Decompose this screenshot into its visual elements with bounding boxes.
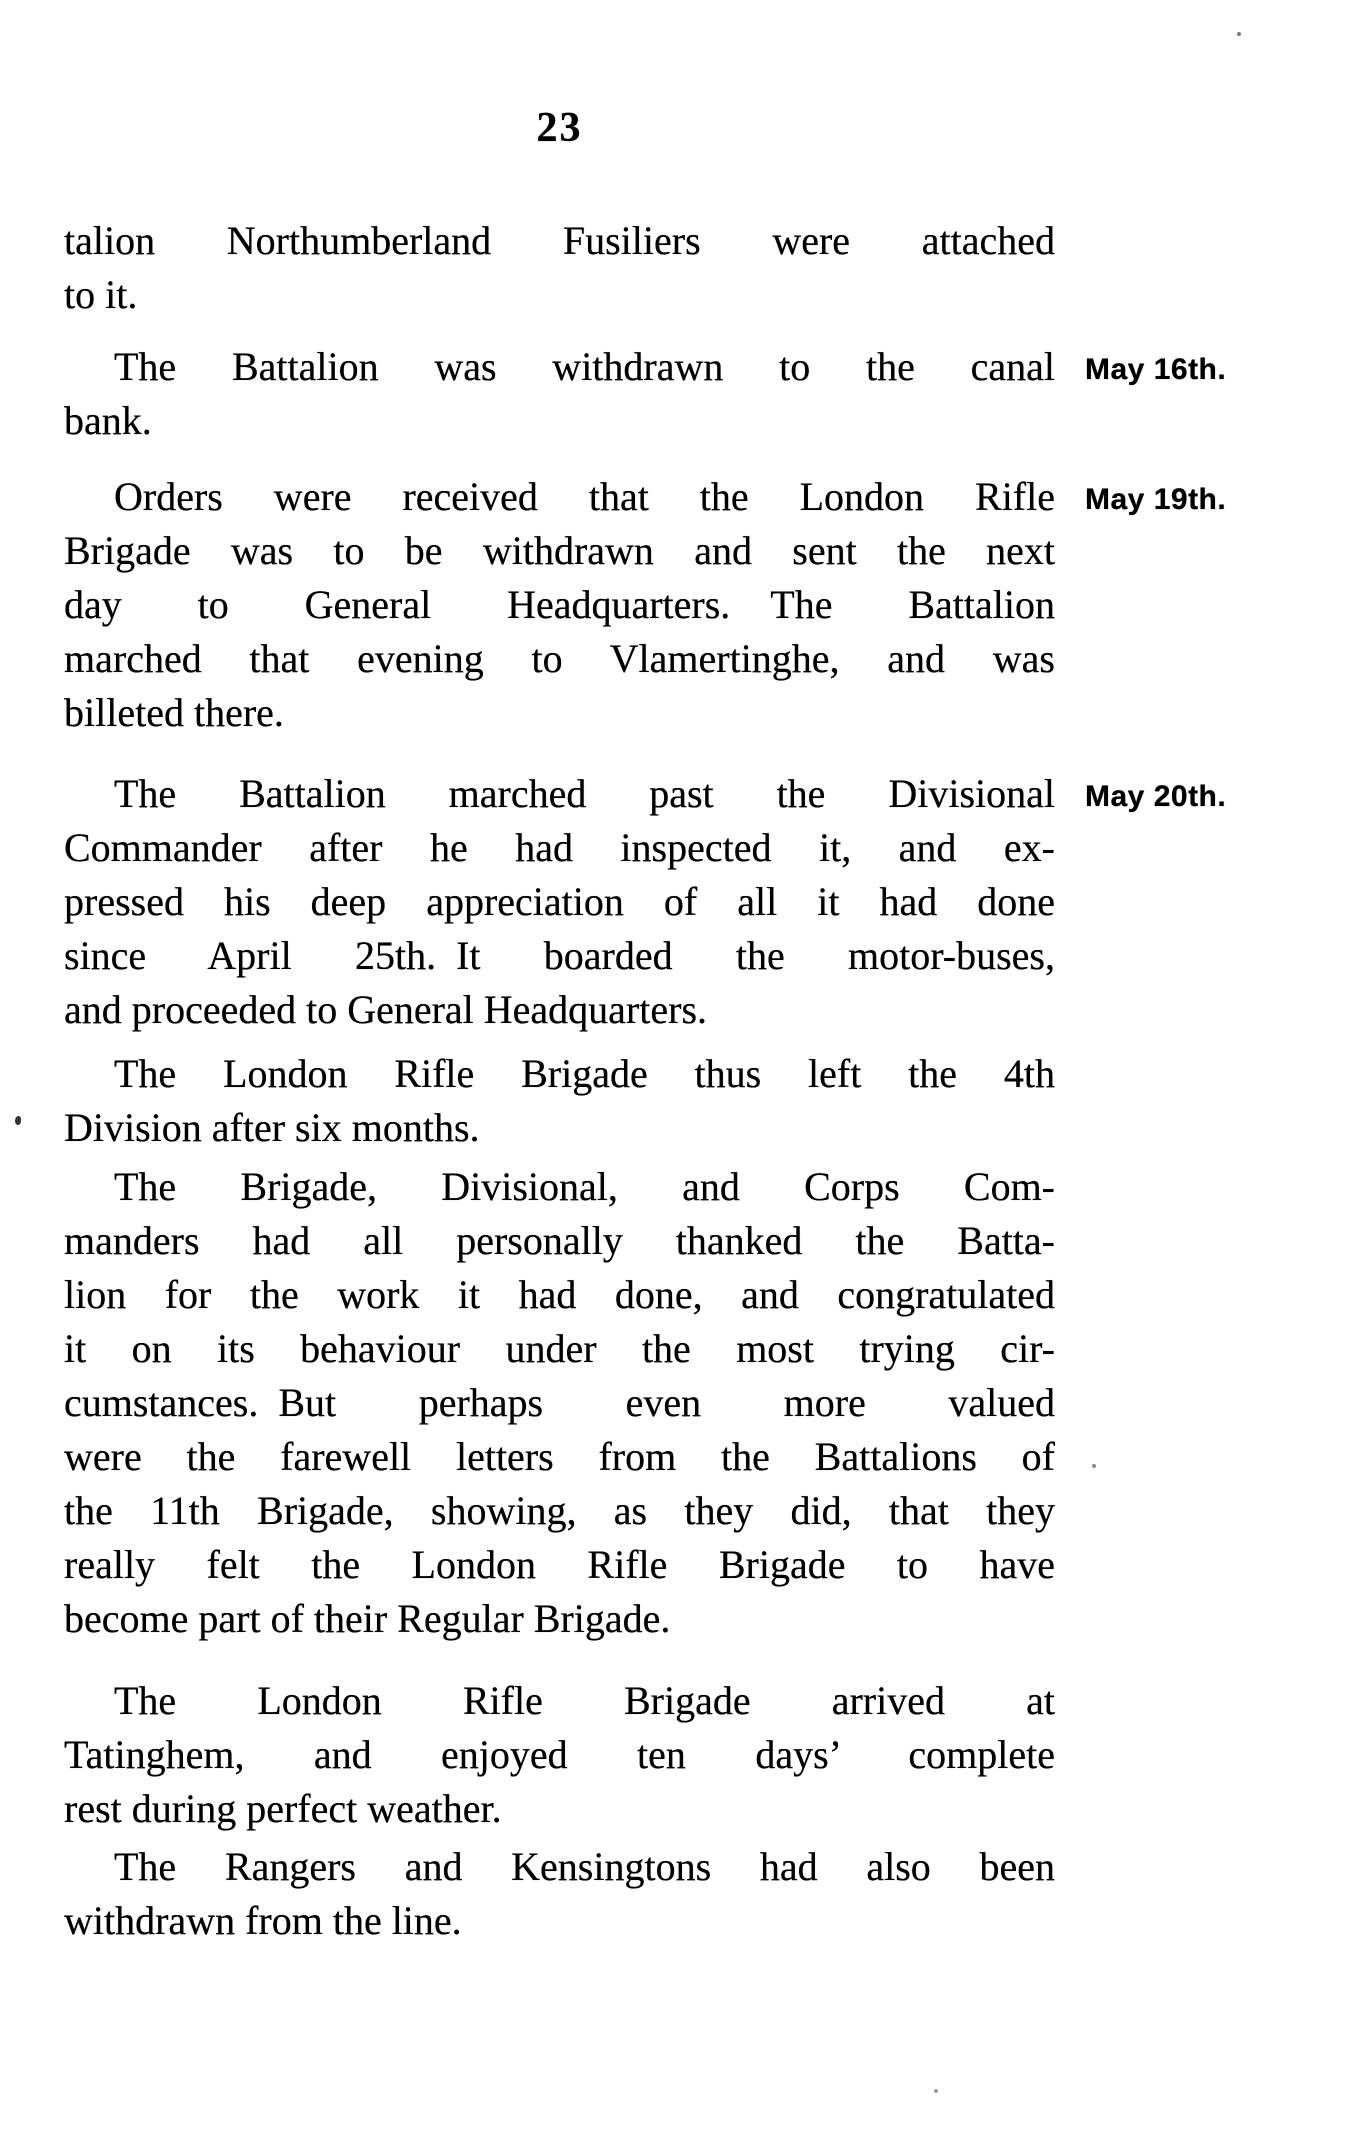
- text-line: day to General Headquarters. The Battalion: [64, 582, 1055, 627]
- paragraph: [64, 470, 1227, 740]
- text-line: Division after six months.: [64, 1105, 480, 1150]
- text-line: rest during perfect weather.: [64, 1786, 502, 1831]
- margin-note-date: May 16th.: [1085, 353, 1227, 386]
- scan-speck: [1092, 1464, 1096, 1468]
- text-line: become part of their Regular Brigade.: [64, 1596, 671, 1641]
- text-line: The Battalion was withdrawn to the canal: [114, 344, 1055, 389]
- text-line: and proceeded to General Headquarters.: [64, 987, 708, 1032]
- text-line: The London Rifle Brigade thus left the 4th: [114, 1051, 1055, 1096]
- text-line: lion for the work it had done, and congratulated: [64, 1272, 1055, 1317]
- text-line: cumstances. But perhaps even more valued: [64, 1380, 1055, 1425]
- text-line: Tatinghem, and enjoyed ten days’ complete: [64, 1732, 1055, 1777]
- text-line: were the farewell letters from the Battalions of: [64, 1434, 1055, 1479]
- text-line: really felt the London Rifle Brigade to have: [64, 1542, 1055, 1587]
- paragraph: [64, 1840, 1055, 1948]
- paragraph: [64, 340, 1227, 448]
- scan-speck: [15, 1116, 21, 1125]
- text-line: billeted there.: [64, 690, 284, 735]
- text-line: pressed his deep appreciation of all it had done: [64, 879, 1055, 924]
- text-line: The Brigade, Divisional, and Corps Com-: [114, 1164, 1055, 1209]
- page-number: 23: [536, 105, 583, 151]
- scan-speck: [1237, 32, 1241, 36]
- text-line: bank.: [64, 398, 152, 443]
- text-line: to it.: [64, 272, 138, 317]
- margin-note-date: May 20th.: [1085, 780, 1227, 813]
- paragraph: [64, 1160, 1055, 1646]
- text-line: marched that evening to Vlamertinghe, and was: [64, 636, 1055, 681]
- margin-note-date: May 19th.: [1085, 483, 1227, 516]
- paragraph: [64, 767, 1227, 1037]
- scan-speck: [934, 2089, 938, 2093]
- paragraph: [64, 214, 1055, 322]
- text-line: Commander after he had inspected it, and ex-: [64, 825, 1055, 870]
- text-line: The London Rifle Brigade arrived at: [114, 1678, 1055, 1723]
- text-line: Brigade was to be withdrawn and sent the next: [64, 528, 1055, 573]
- text-column: [64, 214, 1227, 1948]
- text-line: The Rangers and Kensingtons had also been: [114, 1844, 1055, 1889]
- text-line: talion Northumberland Fusiliers were attached: [64, 218, 1055, 263]
- text-line: since April 25th. It boarded the motor-buses,: [64, 933, 1055, 978]
- paragraph: [64, 1047, 1055, 1155]
- text-line: withdrawn from the line.: [64, 1898, 462, 1943]
- text-line: Orders were received that the London Rifle: [114, 474, 1055, 519]
- text-line: manders had all personally thanked the Batta-: [64, 1218, 1055, 1263]
- paragraph: [64, 1674, 1055, 1836]
- text-line: it on its behaviour under the most trying cir-: [64, 1326, 1055, 1371]
- text-line: The Battalion marched past the Divisional: [114, 771, 1055, 816]
- text-line: the 11th Brigade, showing, as they did, that they: [64, 1488, 1055, 1533]
